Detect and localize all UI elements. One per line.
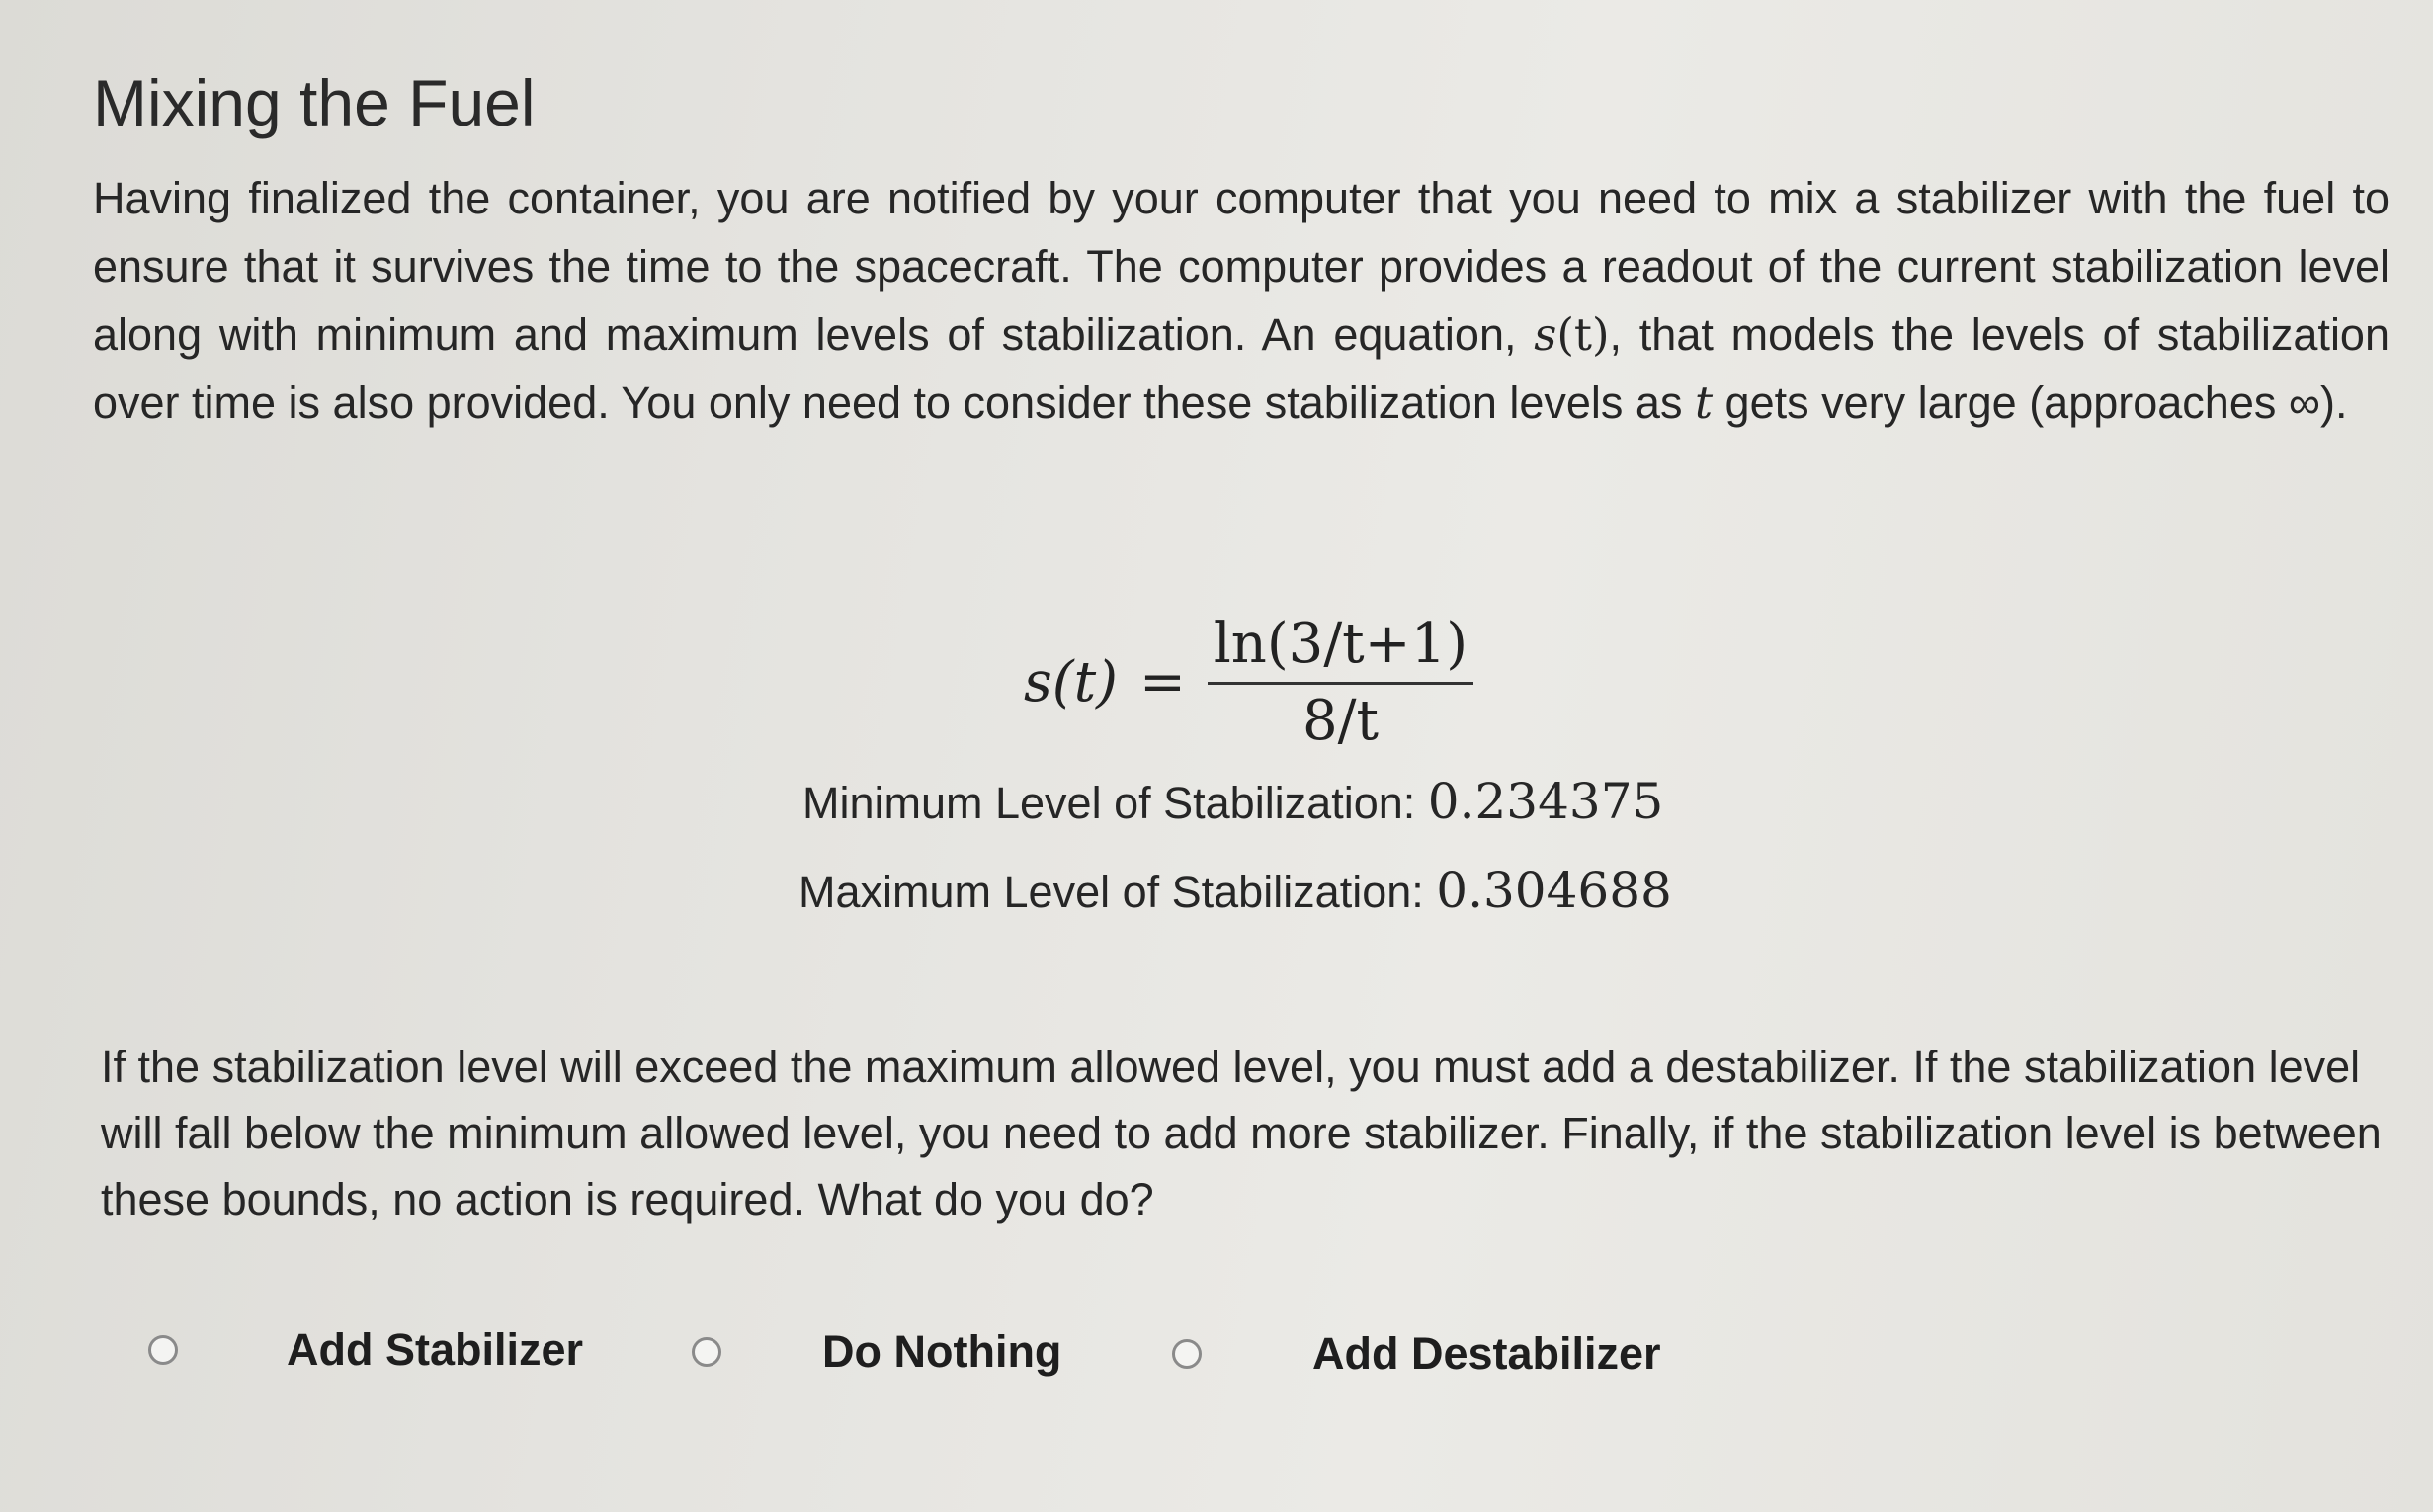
- infinity-symbol: ∞: [2288, 378, 2320, 428]
- radio-button[interactable]: [692, 1337, 721, 1367]
- intro-text-3: gets very large (approaches: [1713, 378, 2289, 428]
- maximum-level: [798, 862, 1672, 919]
- intro-text-4: ).: [2319, 378, 2348, 428]
- intro-paragraph: [93, 164, 2390, 437]
- option-label[interactable]: Add Stabilizer: [287, 1324, 584, 1375]
- equation-denominator: 8/t: [1301, 688, 1379, 753]
- equals-sign: =: [1138, 649, 1186, 714]
- intro-text-2: , that models the levels of stabilization over time is also provided. You only need to consider these stabilization levels as: [93, 309, 2390, 428]
- stabilization-equation: [1024, 613, 1473, 751]
- function-name: s: [1534, 308, 1557, 361]
- option-label[interactable]: Add Destabilizer: [1312, 1328, 1661, 1379]
- radio-button[interactable]: [148, 1335, 178, 1365]
- intro-text-1: Having finalized the container, you are notified by your computer that you need to mix a stabilizer with the fuel to ensure that it survives the time to the spacecraft. The computer provides a readout of the current stabilization level along with minimum and maximum levels of stabilization. An equation,: [93, 173, 2390, 360]
- function-argument: (t): [1556, 308, 1610, 361]
- equation-lhs: s(t): [1024, 649, 1118, 714]
- minimum-level-label: Minimum Level of Stabilization:: [802, 778, 1428, 828]
- option-do-nothing[interactable]: [692, 1326, 1061, 1378]
- option-add-destabilizer[interactable]: [1172, 1328, 1661, 1380]
- minimum-level-value: 0.234375: [1427, 773, 1664, 830]
- question-text: If the stabilization level will exceed the maximum allowed level, you must add a destabilizer. If the stabilization level will fall below the minimum allowed level, you need to add more stabilizer. Finally, if the stabilization level is between these bounds, no action is required. What do you do?: [101, 1042, 2382, 1224]
- page-title: Mixing the Fuel: [93, 66, 536, 139]
- equation-numerator: ln(3/t+1): [1208, 612, 1473, 685]
- maximum-level-label: Maximum Level of Stabilization:: [798, 867, 1437, 917]
- answer-options: [0, 1324, 2433, 1403]
- option-label[interactable]: Do Nothing: [822, 1326, 1062, 1377]
- equation-fraction: [1208, 612, 1473, 753]
- option-add-stabilizer[interactable]: [148, 1324, 583, 1376]
- variable-t: t: [1694, 377, 1714, 429]
- maximum-level-value: 0.304688: [1436, 862, 1672, 919]
- minimum-level: [802, 773, 1663, 830]
- radio-button[interactable]: [1172, 1339, 1202, 1369]
